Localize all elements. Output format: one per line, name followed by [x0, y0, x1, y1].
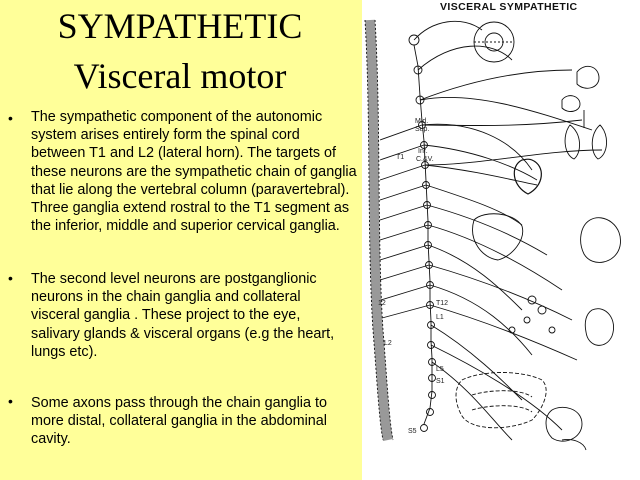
bullet-text-1: The sympathetic component of the autonomic system arises entirely form the spinal cord between T1 and L2 (lateral horn). The targets of these neurons are the sympathetic chain of ganglia that lie along the vertebral column (paravertebral). Three ganglia extend rostral to the T1 segment as the inferior, middle and superior cervical ganglia. — [31, 109, 357, 235]
label-s1: S1 — [436, 378, 445, 385]
spinal-column — [370, 20, 388, 440]
slide-title-line2: Visceral motor — [73, 56, 287, 96]
label-sup: Sup. — [415, 126, 430, 133]
salivary-glands — [562, 66, 599, 111]
label-12: 12 — [378, 300, 386, 307]
label-s5: S5 — [408, 428, 417, 435]
intestines — [456, 373, 546, 428]
bullet-marker: • — [8, 393, 13, 409]
slide-title-line1: SYMPATHETIC — [57, 6, 303, 46]
nerve-diagram-drawing — [362, 0, 640, 480]
visceral-sympathetic-diagram — [362, 0, 640, 480]
label-inf: Inf. — [418, 148, 428, 155]
bullet-marker: • — [8, 110, 13, 126]
label-l5: L5 — [436, 366, 444, 373]
kidney — [585, 309, 613, 346]
bullet-marker: • — [8, 270, 13, 286]
chain-ganglia — [409, 35, 436, 432]
label-l1: L1 — [436, 314, 444, 321]
stomach — [581, 218, 621, 263]
label-cv: C.&V. — [416, 156, 434, 163]
label-t12: T12 — [436, 300, 449, 307]
bullet-text-3: Some axons pass through the chain ganglia to more distal, collateral ganglia in the abdominal cavity. — [31, 395, 328, 448]
pelvic-organs — [546, 407, 586, 450]
label-l2: L2 — [384, 340, 392, 347]
bullet-text-2: The second level neurons are postganglionic neurons in the chain ganglia and collateral visceral ganglia . These project to the eye, salivary glands & visceral organs (e.g the heart, lungs etc). — [31, 271, 335, 360]
eye-organ — [474, 22, 514, 62]
diagram-title: VISCERAL SYMPATHETIC — [440, 1, 578, 13]
label-mid: Mid. — [415, 118, 429, 125]
label-t1: T1 — [396, 154, 405, 161]
